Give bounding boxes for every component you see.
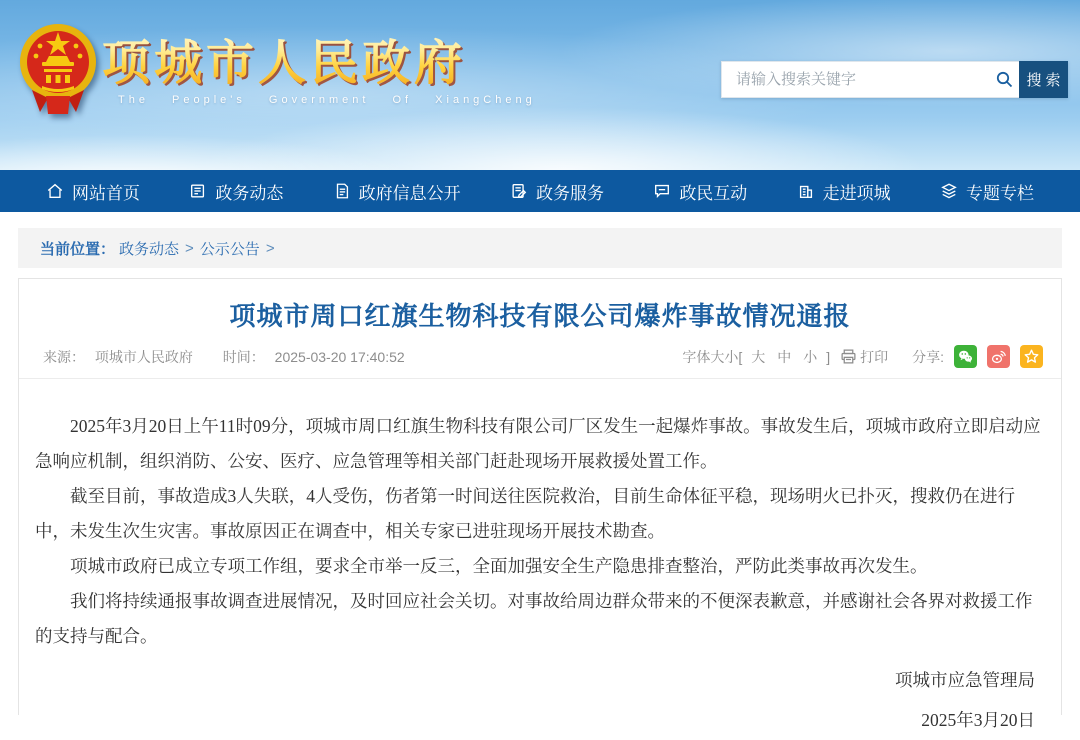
signature-date: 2025年3月20日 xyxy=(921,710,1035,730)
search-input[interactable] xyxy=(722,71,989,88)
search-bar xyxy=(721,61,1068,98)
national-emblem-logo xyxy=(18,20,98,116)
nav-item-special-topics[interactable] xyxy=(940,179,1034,204)
clipboard-icon xyxy=(510,182,528,200)
article-title: 项城市周口红旗生物科技有限公司爆炸事故情况通报 xyxy=(229,301,851,331)
breadcrumb-link-zhengwu-dongtai[interactable]: 政务动态 xyxy=(119,240,180,258)
nav-label: 政府信息公开 xyxy=(358,183,461,203)
nav-item-news[interactable] xyxy=(189,179,283,204)
nav-label: 走进项城 xyxy=(822,183,891,203)
wechat-icon xyxy=(957,348,974,365)
breadcrumb-separator: > xyxy=(265,239,275,257)
main-nav xyxy=(0,170,1080,212)
document-icon xyxy=(333,182,351,200)
article-body xyxy=(19,379,1061,654)
nav-item-services[interactable] xyxy=(510,179,604,204)
nav-label: 政务服务 xyxy=(535,183,604,203)
article-paragraph: 我们将持续通报事故调查进展情况，及时回应社会关切。对事故给周边群众带来的不便深表歉意，并感谢社会各界对救援工作的支持与配合。 xyxy=(35,591,1033,646)
signature-agency: 项城市应急管理局 xyxy=(895,670,1035,690)
font-size-large-button[interactable]: 大 xyxy=(751,348,766,365)
share-label: 分享: xyxy=(912,348,944,365)
time-label: 时间： xyxy=(222,348,265,365)
source-value: 项城市人民政府 xyxy=(94,348,193,365)
layers-icon xyxy=(940,182,958,200)
search-box xyxy=(721,61,1019,98)
article-container xyxy=(18,278,1062,730)
weibo-icon xyxy=(990,348,1007,365)
font-size-medium-button[interactable]: 中 xyxy=(777,348,792,365)
nav-item-interaction[interactable] xyxy=(653,179,747,204)
site-header xyxy=(0,0,1080,170)
nav-item-home[interactable] xyxy=(46,179,140,204)
nav-item-about-xiangcheng[interactable] xyxy=(797,179,891,204)
font-size-label-close: ] xyxy=(826,348,831,365)
article-meta-right xyxy=(682,345,1043,368)
share-qzone-button[interactable] xyxy=(1020,345,1043,368)
article-paragraph: 项城市政府已成立专项工作组，要求全市举一反三，全面加强安全生产隐患排查整治，严防此类事故再次发生。 xyxy=(70,556,928,576)
printer-icon xyxy=(840,348,857,365)
print-label: 打印 xyxy=(860,348,889,365)
breadcrumb-label: 当前位置： xyxy=(40,240,116,258)
nav-item-info-disclosure[interactable] xyxy=(333,179,461,204)
article-meta-row xyxy=(19,333,1061,379)
article-paragraph: 2025年3月20日上午11时09分，项城市周口红旗生物科技有限公司厂区发生一起爆炸事故。事故发生后，项城市政府立即启动应急响应机制，组织消防、公安、医疗、应急管理等相关部门赶赴现场开展救援处置工作。 xyxy=(35,416,1041,471)
chat-icon xyxy=(653,182,671,200)
nav-label: 网站首页 xyxy=(72,183,140,203)
article-paragraph: 截至目前，事故造成3人失联，4人受伤，伤者第一时间送往医院救治，目前生命体征平稳，现场明火已扑灭，搜救仍在进行中，未发生次生灾害。事故原因正在调查中，相关专家已进驻现场开展技术勘查。 xyxy=(35,486,1015,541)
share-weibo-button[interactable] xyxy=(987,345,1010,368)
breadcrumb xyxy=(18,228,1062,268)
nav-label: 专题专栏 xyxy=(965,183,1034,203)
star-icon xyxy=(1023,348,1040,365)
share-wechat-button[interactable] xyxy=(954,345,977,368)
breadcrumb-link-gongshi-gonggao[interactable]: 公示公告 xyxy=(199,240,260,258)
search-button[interactable]: 搜索 xyxy=(1019,61,1068,98)
site-subtitle-english: The People's Government Of XiangCheng xyxy=(118,94,536,106)
site-title: 项城市人民政府 xyxy=(102,24,466,93)
article-meta-left xyxy=(43,347,411,367)
home-icon xyxy=(46,182,64,200)
time-value: 2025-03-20 17:40:52 xyxy=(274,348,405,365)
print-button[interactable] xyxy=(840,347,888,367)
nav-label: 政民互动 xyxy=(679,183,748,203)
article-signature xyxy=(19,660,1061,740)
font-size-small-button[interactable]: 小 xyxy=(803,348,818,365)
search-icon[interactable] xyxy=(989,70,1019,89)
news-icon xyxy=(189,182,207,200)
building-icon xyxy=(797,182,815,200)
source-label: 来源： xyxy=(43,348,85,365)
breadcrumb-separator: > xyxy=(185,239,194,257)
nav-label: 政务动态 xyxy=(215,183,284,203)
font-size-label: 字体大小[ xyxy=(682,348,743,365)
